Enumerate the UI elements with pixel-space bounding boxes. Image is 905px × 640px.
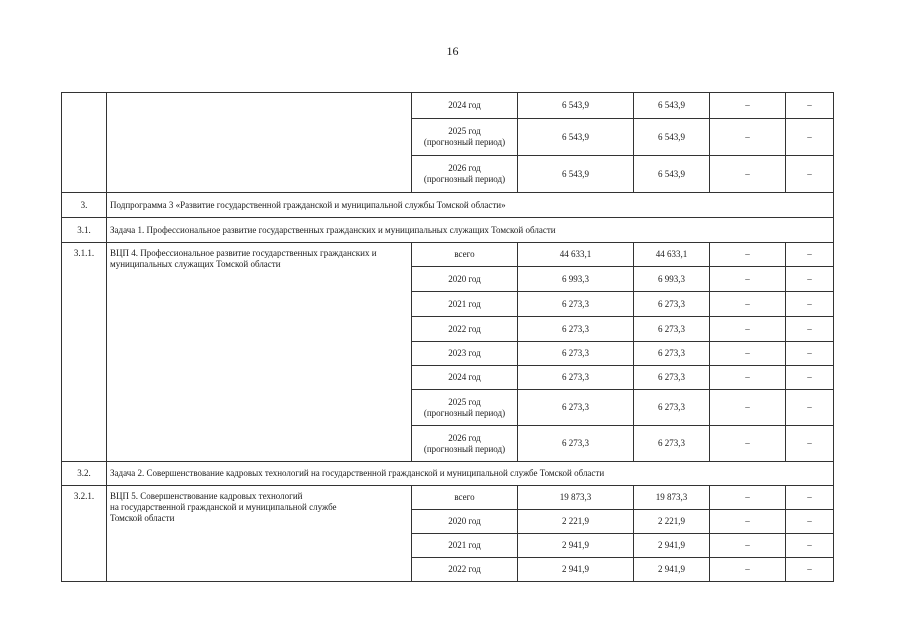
other-source-cell: – — [710, 534, 786, 558]
year-cell: 2020 год — [412, 510, 518, 534]
total-cell: 6 273,3 — [518, 366, 634, 390]
program-name — [107, 93, 412, 193]
total-cell: 6 273,3 — [518, 342, 634, 366]
row-number — [62, 93, 107, 193]
financing-table — [61, 92, 834, 582]
total-cell: 6 273,3 — [518, 426, 634, 462]
total-cell: 6 543,9 — [518, 119, 634, 156]
other-source-cell: – — [710, 119, 786, 156]
year-cell: 2025 год (прогнозный период) — [412, 119, 518, 156]
year-cell: 2021 год — [412, 292, 518, 317]
budget-cell: 2 221,9 — [634, 510, 710, 534]
other-source-cell: – — [710, 317, 786, 342]
total-cell: 19 873,3 — [518, 486, 634, 510]
other-source-cell: – — [786, 93, 834, 119]
year-cell: всего — [412, 243, 518, 267]
budget-cell: 6 273,3 — [634, 390, 710, 426]
other-source-cell: – — [786, 156, 834, 193]
budget-cell: 2 941,9 — [634, 558, 710, 582]
row-number: 3. — [62, 193, 107, 218]
year-cell: 2026 год (прогнозный период) — [412, 156, 518, 193]
budget-cell: 6 273,3 — [634, 426, 710, 462]
total-cell: 6 543,9 — [518, 93, 634, 119]
other-source-cell: – — [710, 486, 786, 510]
other-source-cell: – — [710, 366, 786, 390]
total-cell: 6 273,3 — [518, 317, 634, 342]
year-cell: 2024 год — [412, 366, 518, 390]
total-cell: 6 273,3 — [518, 292, 634, 317]
table-row — [62, 243, 834, 267]
total-cell: 6 993,3 — [518, 267, 634, 292]
other-source-cell: – — [786, 292, 834, 317]
other-source-cell: – — [710, 558, 786, 582]
total-cell: 6 273,3 — [518, 390, 634, 426]
program-name: ВЦП 5. Совершенствование кадровых технологий на государственной гражданской и муниципальной службе Томской области — [107, 486, 412, 582]
year-cell: 2021 год — [412, 534, 518, 558]
other-source-cell: – — [710, 426, 786, 462]
total-cell: 44 633,1 — [518, 243, 634, 267]
year-cell: 2026 год (прогнозный период) — [412, 426, 518, 462]
other-source-cell: – — [786, 510, 834, 534]
year-cell: 2020 год — [412, 267, 518, 292]
section-row — [62, 462, 834, 486]
budget-cell: 6 993,3 — [634, 267, 710, 292]
section-row — [62, 218, 834, 243]
budget-cell: 6 543,9 — [634, 93, 710, 119]
section-title: Подпрограмма 3 «Развитие государственной гражданской и муниципальной службы Томской области» — [107, 193, 834, 218]
other-source-cell: – — [786, 534, 834, 558]
year-cell: всего — [412, 486, 518, 510]
budget-cell: 6 273,3 — [634, 342, 710, 366]
total-cell: 2 941,9 — [518, 558, 634, 582]
budget-cell: 44 633,1 — [634, 243, 710, 267]
other-source-cell: – — [786, 267, 834, 292]
budget-cell: 6 273,3 — [634, 292, 710, 317]
budget-cell: 19 873,3 — [634, 486, 710, 510]
table-row — [62, 93, 834, 119]
year-cell: 2022 год — [412, 558, 518, 582]
other-source-cell: – — [786, 317, 834, 342]
other-source-cell: – — [786, 486, 834, 510]
budget-cell: 6 273,3 — [634, 366, 710, 390]
budget-cell: 2 941,9 — [634, 534, 710, 558]
total-cell: 2 221,9 — [518, 510, 634, 534]
other-source-cell: – — [710, 267, 786, 292]
row-number: 3.2. — [62, 462, 107, 486]
other-source-cell: – — [786, 426, 834, 462]
total-cell: 2 941,9 — [518, 534, 634, 558]
other-source-cell: – — [710, 342, 786, 366]
table-row — [62, 486, 834, 510]
other-source-cell: – — [786, 243, 834, 267]
section-title: Задача 1. Профессиональное развитие государственных гражданских и муниципальных служащих Томской области — [107, 218, 834, 243]
other-source-cell: – — [786, 558, 834, 582]
year-cell: 2024 год — [412, 93, 518, 119]
budget-cell: 6 273,3 — [634, 317, 710, 342]
other-source-cell: – — [710, 390, 786, 426]
program-name: ВЦП 4. Профессиональное развитие государственных гражданских и муниципальных служащих Томской области — [107, 243, 412, 462]
other-source-cell: – — [786, 390, 834, 426]
other-source-cell: – — [786, 366, 834, 390]
year-cell: 2025 год (прогнозный период) — [412, 390, 518, 426]
row-number: 3.1. — [62, 218, 107, 243]
section-row — [62, 193, 834, 218]
page-number: 16 — [446, 44, 459, 58]
other-source-cell: – — [710, 243, 786, 267]
other-source-cell: – — [710, 156, 786, 193]
other-source-cell: – — [710, 93, 786, 119]
row-number: 3.1.1. — [62, 243, 107, 462]
row-number: 3.2.1. — [62, 486, 107, 582]
other-source-cell: – — [710, 292, 786, 317]
year-cell: 2022 год — [412, 317, 518, 342]
budget-cell: 6 543,9 — [634, 156, 710, 193]
other-source-cell: – — [786, 342, 834, 366]
other-source-cell: – — [710, 510, 786, 534]
other-source-cell: – — [786, 119, 834, 156]
total-cell: 6 543,9 — [518, 156, 634, 193]
section-title: Задача 2. Совершенствование кадровых технологий на государственной гражданской и муниципальной службе Томской области — [107, 462, 834, 486]
year-cell: 2023 год — [412, 342, 518, 366]
budget-cell: 6 543,9 — [634, 119, 710, 156]
